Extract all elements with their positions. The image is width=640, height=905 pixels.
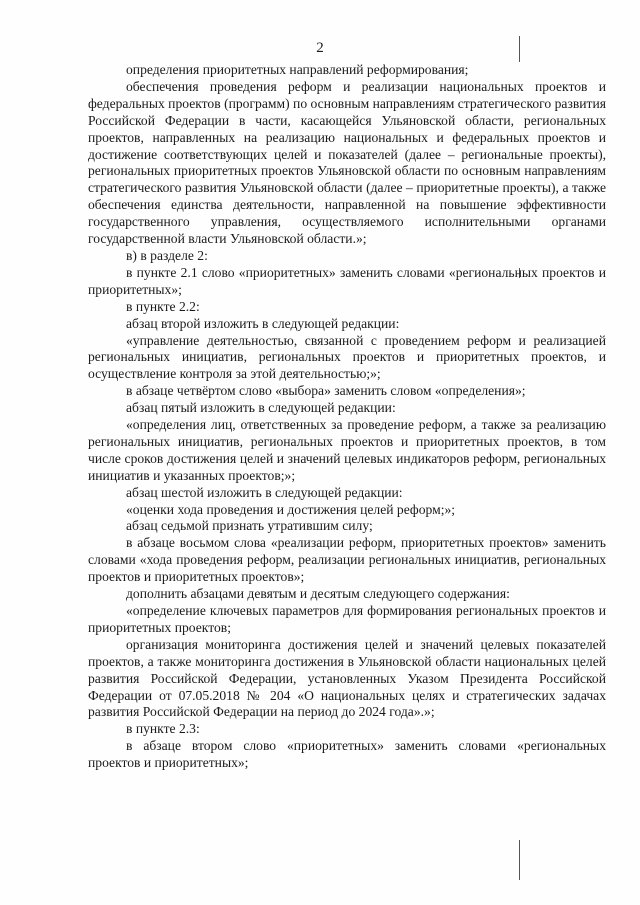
paragraph: «определения лиц, ответственных за проведение реформ, а также за реализацию региональных инициатив, региональных проектов и приоритетных проектов, в том числе сроков достижения целей и значений целевых индикаторов реформ, региональных инициатив и указанных проектов;»; — [88, 417, 606, 483]
paragraph: «управление деятельностью, связанной с проведением реформ и реализацией региональных инициатив, региональных проектов и приоритетных проектов, и осуществление контроля за этой деятельностью;»; — [88, 332, 606, 382]
scan-edge-mark — [519, 36, 520, 62]
paragraph: в абзаце втором слово «приоритетных» заменить словами «региональных проектов и приоритетных»; — [88, 738, 606, 771]
document-body — [88, 62, 606, 772]
paragraph: определения приоритетных направлений реформирования; — [126, 62, 469, 77]
paragraph: «определение ключевых параметров для формирования региональных проектов и приоритетных проектов; — [88, 603, 606, 635]
scan-edge-mark — [519, 840, 520, 880]
paragraph: «оценки хода проведения и достижения целей реформ;»; — [126, 501, 456, 517]
paragraph: в пункте 2.2: — [126, 298, 200, 314]
paragraph: дополнить абзацами девятым и десятым следующего содержания: — [126, 586, 510, 602]
paragraph: в абзаце восьмом слова «реализации реформ, приоритетных проектов» заменить словами «хода проведения реформ, реализации региональных инициатив, региональных проектов и приоритетных проектов»; — [88, 535, 606, 585]
paragraph: абзац седьмой признать утратившим силу; — [126, 518, 373, 534]
paragraph: в пункте 2.3: — [126, 721, 200, 737]
paragraph: абзац шестой изложить в следующей редакции: — [126, 484, 403, 500]
paragraph: в пункте 2.1 слово «приоритетных» заменить словами «региональных проектов и приоритетных»; — [88, 264, 606, 297]
page-number: 2 — [316, 40, 324, 56]
paragraph: в) в разделе 2: — [126, 247, 208, 263]
paragraph: абзац пятый изложить в следующей редакции: — [126, 400, 396, 416]
paragraph: в абзаце четвёртом слово «выбора» заменить словом «определения»; — [126, 383, 526, 399]
paragraph: обеспечения проведения реформ и реализации национальных проектов и федеральных проектов (программ) по основным направлениям стратегического развития Российской Федерации в части, касающейся Ульяновской области, региональных проектов, направленных на реализацию национальных и федеральных проектов и достижение соответствующих целей и показателей (далее – региональные проекты), региональных приоритетных проектов Ульяновской области по основным направлениям стратегического развития Ульяновской области (далее – приоритетные проекты), а также обеспечения единства деятельности, направленной на повышение эффективности государственного управления, осуществляемого исполнительными органами государственной власти Ульяновской области.»; — [88, 78, 606, 247]
paragraph: абзац второй изложить в следующей редакции: — [126, 315, 400, 331]
paragraph: организация мониторинга достижения целей и значений целевых показателей проектов, а также мониторинга достижения в Ульяновской области национальных целей развития Российской Федерации, установленных Указом Президента Российской Федерации от 07.05.2018 № 204 «О национальных целях и стратегических задачах развития Российской Федерации на период до 2024 года».»; — [88, 636, 606, 720]
